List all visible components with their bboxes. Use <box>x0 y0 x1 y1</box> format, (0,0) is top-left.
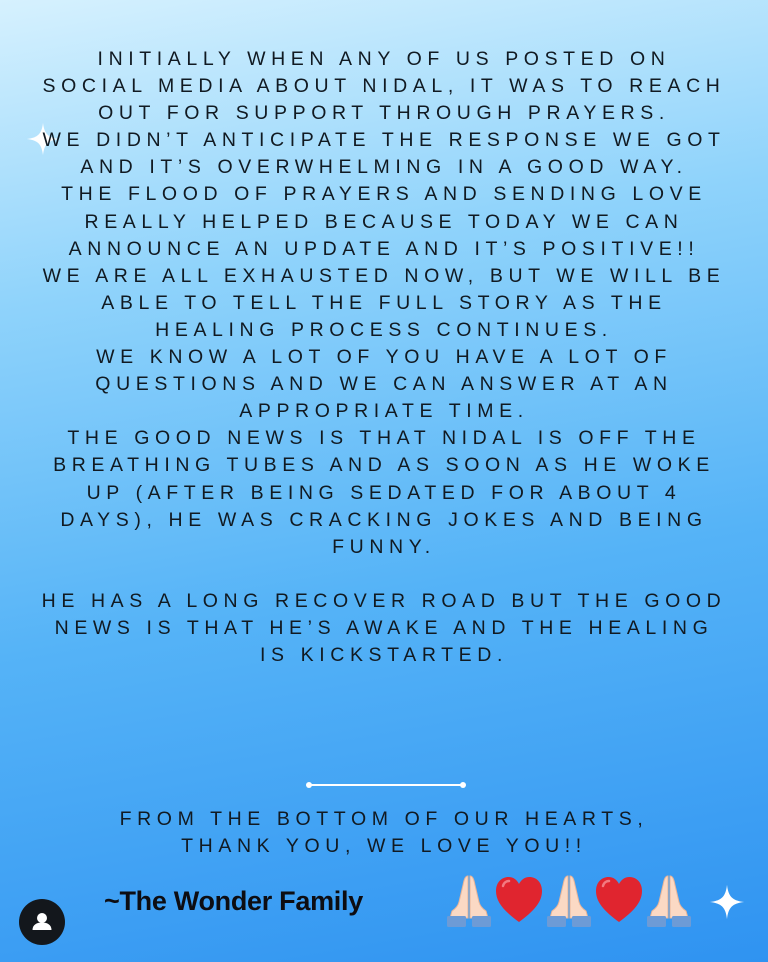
thanks-line: FROM THE BOTTOM OF OUR HEARTS, <box>119 808 649 830</box>
praying-hands-icon <box>544 872 594 928</box>
thank-you-message <box>40 806 728 860</box>
person-icon <box>19 899 65 945</box>
post-paragraph: WE KNOW A LOT OF YOU HAVE A LOT OF QUESTIONS AND WE CAN ANSWER AT AN APPROPRIATE TIME. <box>95 346 673 423</box>
profile-avatar-icon[interactable] <box>19 899 65 945</box>
post-paragraph: WE ARE ALL EXHAUSTED NOW, BUT WE WILL BE ABLE TO TELL THE FULL STORY AS THE HEALING PROCESS CONTINUES. <box>42 264 726 341</box>
recovery-paragraph: HE HAS A LONG RECOVER ROAD BUT THE GOOD NEWS IS THAT HE’S AWAKE AND THE HEALING IS KICKSTARTED. <box>41 589 727 666</box>
post-paragraph: INITIALLY WHEN ANY OF US POSTED ON SOCIAL MEDIA ABOUT NIDAL, IT WAS TO REACH OUT FOR SUPPORT THROUGH PRAYERS. <box>42 48 726 125</box>
signature: ~The Wonder Family <box>104 886 363 916</box>
emoji-row <box>444 872 698 928</box>
sparkle-icon <box>709 884 745 920</box>
post-paragraph: WE DIDN’T ANTICIPATE THE RESPONSE WE GOT AND IT’S OVERWHELMING IN A GOOD WAY. <box>42 129 726 179</box>
red-heart-icon <box>494 872 544 928</box>
divider-line <box>309 784 463 786</box>
post-paragraph: THE GOOD NEWS IS THAT NIDAL IS OFF THE BREATHING TUBES AND AS SOON AS HE WOKE UP (AFTER BEING SEDATED FOR ABOUT 4 DAYS), HE WAS CRACKING JOKES AND BEING FUNNY. <box>53 427 715 558</box>
red-heart-icon <box>594 872 644 928</box>
post-paragraph: THE FLOOD OF PRAYERS AND SENDING LOVE REALLY HELPED BECAUSE TODAY WE CAN ANNOUNCE AN UPDATE AND IT’S POSITIVE!! <box>61 183 707 260</box>
post-body <box>40 46 728 669</box>
praying-hands-icon <box>644 872 694 928</box>
thanks-line: THANK YOU, WE LOVE YOU!! <box>181 835 587 858</box>
praying-hands-icon <box>444 872 494 928</box>
paragraph-spacer <box>40 561 728 588</box>
